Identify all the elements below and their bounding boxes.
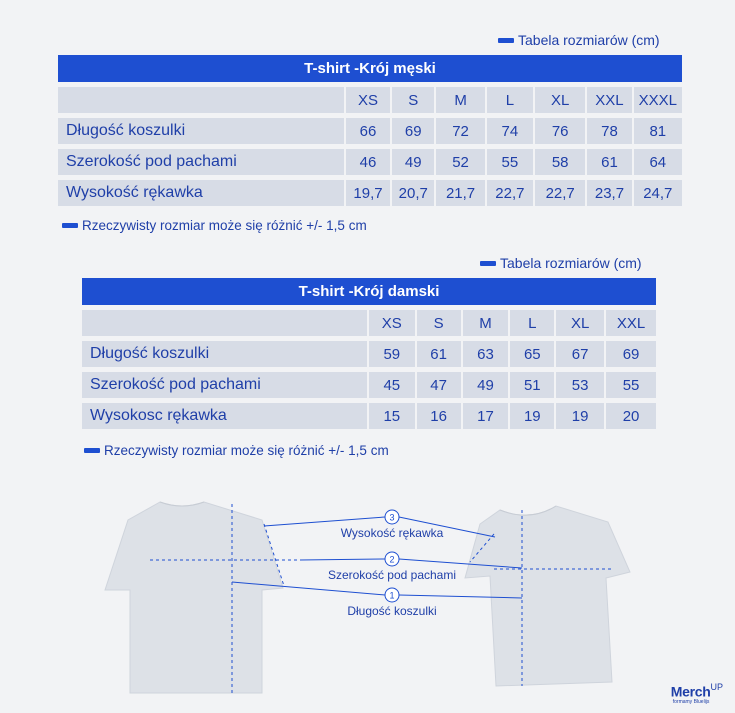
value-cell: 19 — [510, 403, 554, 429]
women-note — [84, 443, 389, 458]
header-blank-cell — [82, 310, 367, 336]
value-cell: 55 — [487, 149, 533, 175]
women-size-table — [80, 305, 658, 434]
dash-marker-icon — [498, 38, 514, 43]
value-cell: 67 — [556, 341, 604, 367]
logo-sub: formamy Bluelijs — [672, 699, 710, 705]
value-cell: 22,7 — [535, 180, 585, 206]
marker-number: 3 — [389, 512, 395, 523]
value-cell: 61 — [587, 149, 631, 175]
size-header-cell: M — [436, 87, 484, 113]
dash-marker-icon — [62, 223, 78, 228]
marker-number: 2 — [389, 554, 395, 565]
size-header-cell: L — [487, 87, 533, 113]
value-cell: 23,7 — [587, 180, 631, 206]
table-row — [58, 149, 682, 175]
measurement-label: Długość koszulki — [347, 604, 437, 618]
value-cell: 59 — [369, 341, 415, 367]
value-cell: 63 — [463, 341, 509, 367]
size-header-cell: XS — [369, 310, 415, 336]
size-header-cell: XXL — [587, 87, 631, 113]
size-header-row — [58, 87, 682, 113]
value-cell: 81 — [634, 118, 682, 144]
size-header-cell: XS — [346, 87, 390, 113]
tshirt-left-illustration — [105, 502, 283, 693]
merchup-logo — [671, 682, 723, 705]
value-cell: 17 — [463, 403, 509, 429]
size-header-cell: S — [392, 87, 434, 113]
row-label: Długość koszulki — [82, 341, 367, 367]
value-cell: 72 — [436, 118, 484, 144]
dash-marker-icon — [480, 261, 496, 266]
men-unit-label — [498, 32, 660, 48]
value-cell: 74 — [487, 118, 533, 144]
value-cell: 65 — [510, 341, 554, 367]
value-cell: 52 — [436, 149, 484, 175]
value-cell: 55 — [606, 372, 656, 398]
marker-number: 1 — [389, 590, 395, 601]
value-cell: 16 — [417, 403, 461, 429]
size-header-cell: XL — [556, 310, 604, 336]
men-unit-label-text: Tabela rozmiarów (cm) — [518, 32, 660, 48]
value-cell: 78 — [587, 118, 631, 144]
size-header-cell: S — [417, 310, 461, 336]
value-cell: 46 — [346, 149, 390, 175]
row-label: Wysokość rękawka — [58, 180, 344, 206]
value-cell: 22,7 — [487, 180, 533, 206]
value-cell: 69 — [392, 118, 434, 144]
value-cell: 49 — [463, 372, 509, 398]
table-row — [58, 180, 682, 206]
value-cell: 61 — [417, 341, 461, 367]
measurement-marker — [341, 510, 444, 540]
men-note — [62, 218, 367, 233]
men-note-text: Rzeczywisty rozmiar może się różnić +/- 1,5 cm — [82, 218, 367, 233]
size-header-cell: M — [463, 310, 509, 336]
value-cell: 49 — [392, 149, 434, 175]
value-cell: 58 — [535, 149, 585, 175]
value-cell: 24,7 — [634, 180, 682, 206]
table-row — [82, 403, 656, 429]
value-cell: 15 — [369, 403, 415, 429]
size-header-cell: XXL — [606, 310, 656, 336]
men-table-title: T-shirt -Krój męski — [58, 55, 682, 82]
value-cell: 47 — [417, 372, 461, 398]
women-table-title: T-shirt -Krój damski — [82, 278, 656, 305]
value-cell: 76 — [535, 118, 585, 144]
measurement-marker — [328, 552, 456, 582]
logo-main: Merch — [670, 683, 711, 699]
size-header-row — [82, 310, 656, 336]
row-label: Szerokość pod pachami — [58, 149, 344, 175]
value-cell: 21,7 — [436, 180, 484, 206]
measurement-label: Wysokość rękawka — [340, 526, 444, 540]
row-label: Szerokość pod pachami — [82, 372, 367, 398]
value-cell: 51 — [510, 372, 554, 398]
value-cell: 20,7 — [392, 180, 434, 206]
dash-marker-icon — [84, 448, 100, 453]
tshirt-right-illustration — [465, 506, 630, 686]
table-row — [82, 372, 656, 398]
value-cell: 19 — [556, 403, 604, 429]
value-cell: 19,7 — [346, 180, 390, 206]
women-unit-label — [480, 255, 642, 271]
size-header-cell: L — [510, 310, 554, 336]
value-cell: 53 — [556, 372, 604, 398]
table-row — [82, 341, 656, 367]
value-cell: 66 — [346, 118, 390, 144]
logo-sup: UP — [710, 681, 723, 692]
header-blank-cell — [58, 87, 344, 113]
value-cell: 64 — [634, 149, 682, 175]
men-size-table — [56, 82, 684, 211]
size-header-cell: XL — [535, 87, 585, 113]
size-header-cell: XXXL — [634, 87, 682, 113]
measurement-label: Szerokość pod pachami — [327, 568, 457, 582]
row-label: Długość koszulki — [58, 118, 344, 144]
women-unit-label-text: Tabela rozmiarów (cm) — [500, 255, 642, 271]
measurement-diagram — [0, 480, 735, 713]
row-label: Wysokosc rękawka — [82, 403, 367, 429]
table-row — [58, 118, 682, 144]
value-cell: 45 — [369, 372, 415, 398]
value-cell: 69 — [606, 341, 656, 367]
women-note-text: Rzeczywisty rozmiar może się różnić +/- 1,5 cm — [104, 443, 389, 458]
value-cell: 20 — [606, 403, 656, 429]
